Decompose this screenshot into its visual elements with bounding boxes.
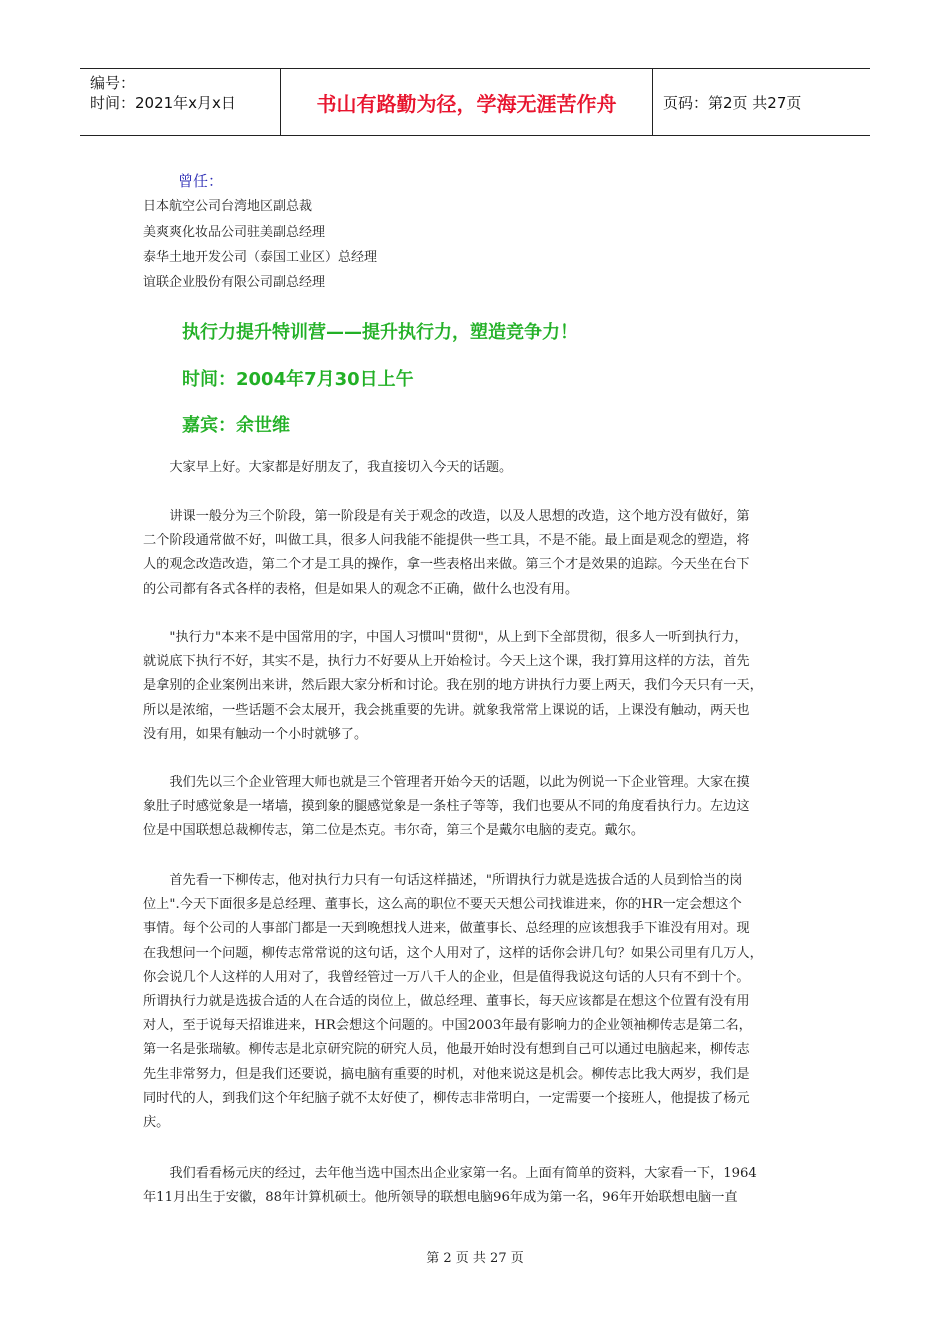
text-line: 位是中国联想总裁柳传志，第二位是杰克。韦尔奇，第三个是戴尔电脑的麦克。戴尔。: [143, 823, 645, 839]
text-line: 事情。每个公司的人事部门都是一天到晚想找人进来，做董事长、总经理的应该想我手下谁没有用对。现: [143, 921, 750, 937]
header-page-info: 页码：第2页 共27页: [663, 93, 802, 112]
header-motto: 书山有路勤为径，学海无涯苦作舟: [280, 69, 653, 135]
previous-roles-label: 曾任：: [178, 172, 224, 190]
text-line: 位上".今天下面很多是总经理、董事长，这么高的职位不要天天想公司找谁进来，你的HR一定会想这个: [143, 897, 742, 913]
text-line: 在我想问一个问题，柳传志常常说的这句话，这个人用对了，这样的话你会讲几句？如果公司里有几万人，: [143, 945, 763, 961]
text-line: 所谓执行力就是选拔合适的人在合适的岗位上，做总经理、董事长，每天应该都是在想这个位置有没有用: [143, 994, 750, 1010]
document-date: 时间：2021年x月x日: [90, 94, 236, 112]
text-line: 对人，至于说每天招谁进来，HR会想这个问题的。中国2003年最有影响力的企业领袖柳传志是第二名，: [143, 1018, 752, 1034]
paragraph-liu-chuanzhi: [143, 869, 808, 1135]
text-line: 你会说几个人这样的人用对了，我曾经管过一万八千人的企业，但是值得我说这句话的人只有不到十个。: [143, 969, 750, 985]
page-footer: 第 2 页 共 27 页: [426, 1251, 524, 1266]
paragraph-yang-yuanqing: [143, 1162, 808, 1210]
paragraph-execution: [143, 626, 808, 747]
text-line: 人的观念改造改造，第二个才是工具的操作，拿一些表格出来做。第三个才是效果的追踪。今天坐在台下: [143, 557, 750, 573]
text-line: 象肚子时感觉象是一堵墙，摸到象的腿感觉象是一条柱子等等，我们也要从不同的角度看执行力。左边这: [143, 799, 750, 815]
text-line: 所以是浓缩，一些话题不会太展开，我会挑重要的先讲。就象我常常上课说的话，上课没有触动，两天也: [143, 702, 750, 718]
previous-role-item: 日本航空公司台湾地区副总裁: [143, 199, 313, 214]
text-line: 二个阶段通常做不好，叫做工具，很多人问我能不能提供一些工具，不是不能。最上面是观念的塑造，将: [143, 533, 750, 549]
text-line: 大家早上好。大家都是好朋友了，我直接切入今天的话题。: [143, 460, 513, 475]
text-line: 没有用，如果有触动一个小时就够了。: [143, 726, 368, 742]
text-line: 讲课一般分为三个阶段，第一阶段是有关于观念的改造，以及人思想的改造，这个地方没有做好，第: [143, 509, 750, 524]
previous-role-item: 谊联企业股份有限公司副总经理: [143, 275, 326, 290]
text-line: 的公司都有各式各样的表格，但是如果人的观念不正确，做什么也没有用。: [143, 581, 579, 597]
page-header: [80, 68, 870, 136]
previous-role-item: 美爽爽化妆品公司驻美副总经理: [143, 225, 326, 240]
text-line: 就说底下执行不好，其实不是，执行力不好要从上开始检讨。今天上这个课，我打算用这样的方法，首先: [143, 654, 750, 670]
text-line: 庆。: [143, 1115, 170, 1131]
text-line: 我们先以三个企业管理大师也就是三个管理者开始今天的话题，以此为例说一下企业管理。大家在摸: [143, 775, 750, 790]
event-guest: 嘉宾：余世维: [182, 415, 290, 436]
text-line: 是拿别的企业案例出来讲，然后跟大家分析和讨论。我在别的地方讲执行力要上两天，我们今天只有一天，: [143, 678, 763, 694]
previous-role-item: 泰华土地开发公司（泰国工业区）总经理: [143, 250, 378, 265]
header-left-cell: [80, 69, 280, 135]
paragraph-masters: [143, 771, 808, 844]
text-line: 首先看一下柳传志，他对执行力只有一句话这样描述，"所谓执行力就是选拔合适的人员到恰当的岗: [143, 873, 743, 888]
document-number-label: 编号：: [90, 74, 136, 92]
text-line: "执行力"本来不是中国常用的字，中国人习惯叫"贯彻"，从上到下全部贯彻，很多人一听到执行力，: [143, 630, 748, 645]
event-time: 时间：2004年7月30日上午: [182, 369, 414, 390]
text-line: 同时代的人，到我们这个年纪脑子就不太好使了，柳传志非常明白，一定需要一个接班人，他提拔了杨元: [143, 1090, 750, 1106]
event-title: 执行力提升特训营——提升执行力，塑造竞争力！: [182, 322, 578, 343]
text-line: 年11月出生于安徽，88年计算机硕士。他所领导的联想电脑96年成为第一名，96年开始联想电脑一直: [143, 1190, 738, 1206]
text-line: 第一名是张瑞敏。柳传志是北京研究院的研究人员，他最开始时没有想到自己可以通过电脑起来，柳传志: [143, 1042, 750, 1058]
paragraph-greeting: [143, 456, 808, 480]
paragraph-stages: [143, 505, 808, 602]
text-line: 先生非常努力，但是我们还要说，搞电脑有重要的时机，对他来说这是机会。柳传志比我大两岁，我们是: [143, 1066, 750, 1082]
text-line: 我们看看杨元庆的经过，去年他当选中国杰出企业家第一名。上面有简单的资料，大家看一下，1964: [143, 1166, 757, 1181]
